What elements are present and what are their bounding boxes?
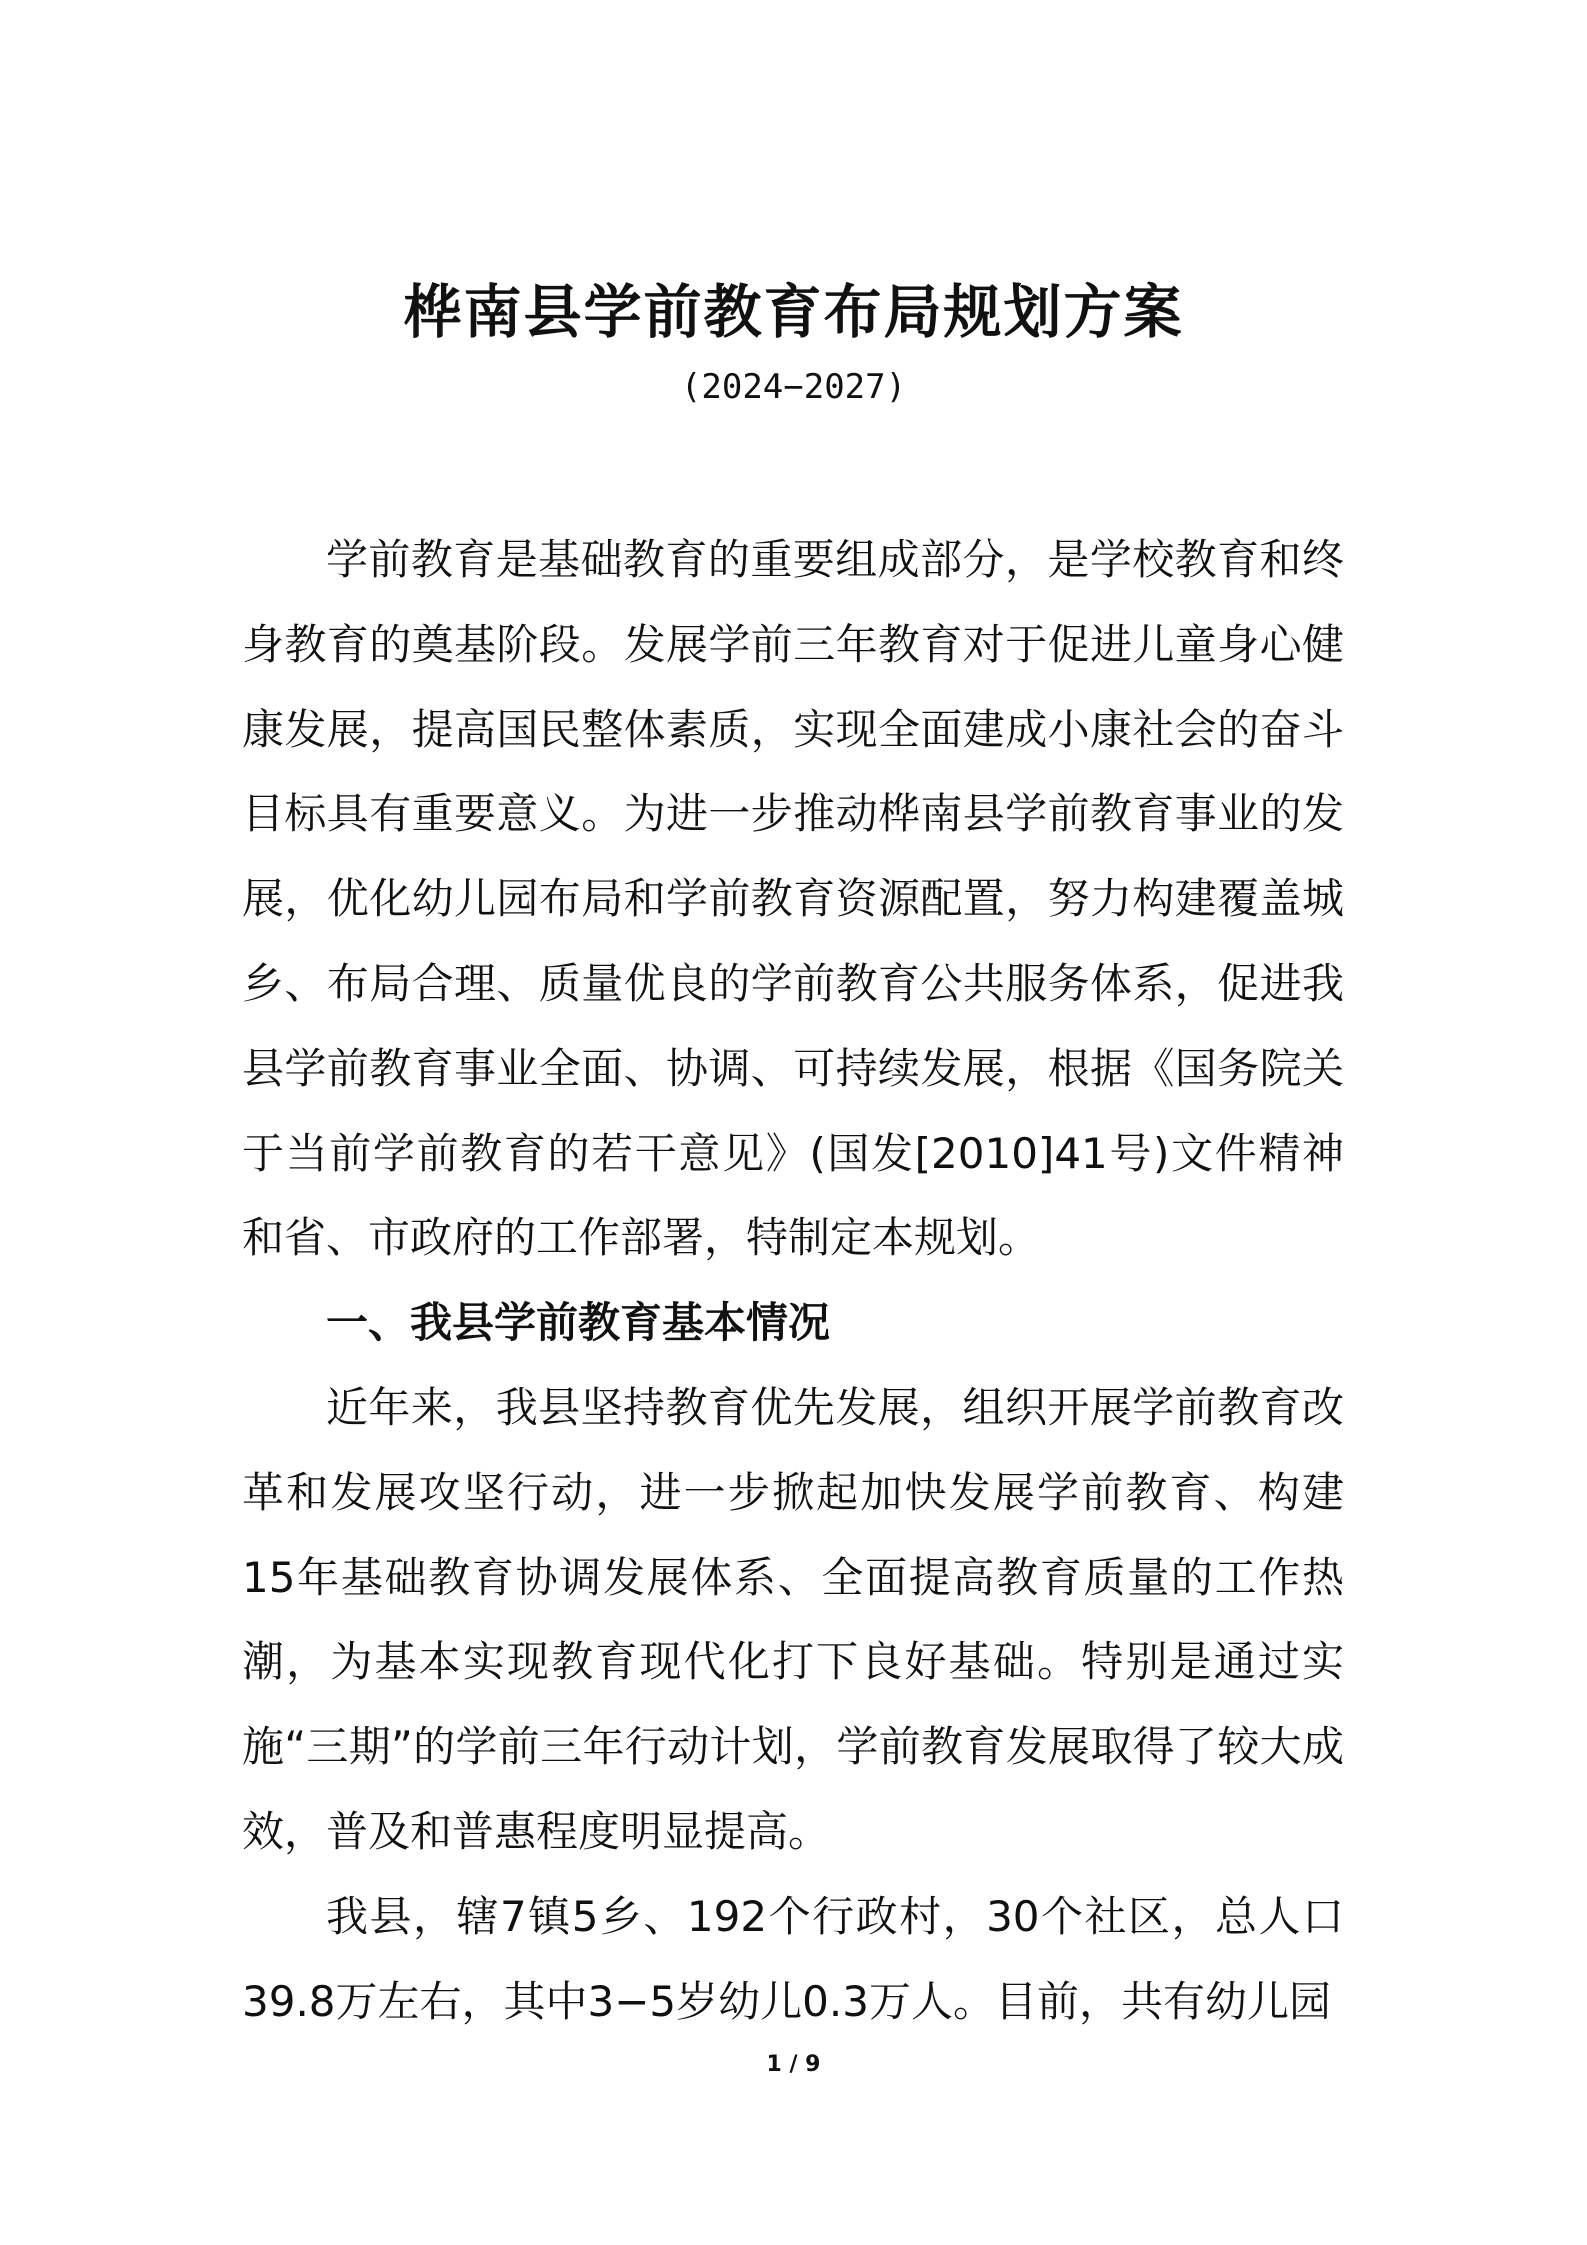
page-number: 1 / 9 — [766, 2052, 821, 2077]
section-heading: 一、我县学前教育基本情况 — [326, 1298, 831, 1348]
intro-paragraph: 学前教育是基础教育的重要组成部分，是学校教育和终身教育的奠基阶段。发展学前三年教育对于促进儿童身心健康发展，提高国民整体素质，实现全面建成小康社会的奋斗目标具有重要意义。为进一步推动桦南县学前教育事业的发展，优化幼儿园布局和学前教育资源配置，努力构建覆盖城乡、布局合理、质量优良的学前教育公共服务体系，促进我县学前教育事业全面、协调、可持续发展，根据《国务院关于当前学前教育的若干意见》(国发[2010]41号)文件精神和省、市政府的工作部署，特制定本规划。 — [242, 535, 1344, 1263]
document-title: 桦南县学前教育布局规划方案 — [403, 278, 1184, 346]
document-subtitle: (2024−2027) — [680, 367, 907, 407]
section-paragraph: 近年来，我县坚持教育优先发展，组织开展学前教育改革和发展攻坚行动，进一步掀起加快发展学前教育、构建15年基础教育协调发展体系、全面提高教育质量的工作热潮，为基本实现教育现代化打下良好基础。特别是通过实施“三期”的学前三年行动计划，学前教育发展取得了较大成效，普及和普惠程度明显提高。 — [242, 1382, 1344, 1856]
document-body — [242, 518, 1344, 2044]
section-paragraph: 我县，辖7镇5乡、192个行政村，30个社区，总人口39.8万左右，其中3−5岁幼儿0.3万人。目前，共有幼儿园 — [242, 1891, 1344, 2026]
